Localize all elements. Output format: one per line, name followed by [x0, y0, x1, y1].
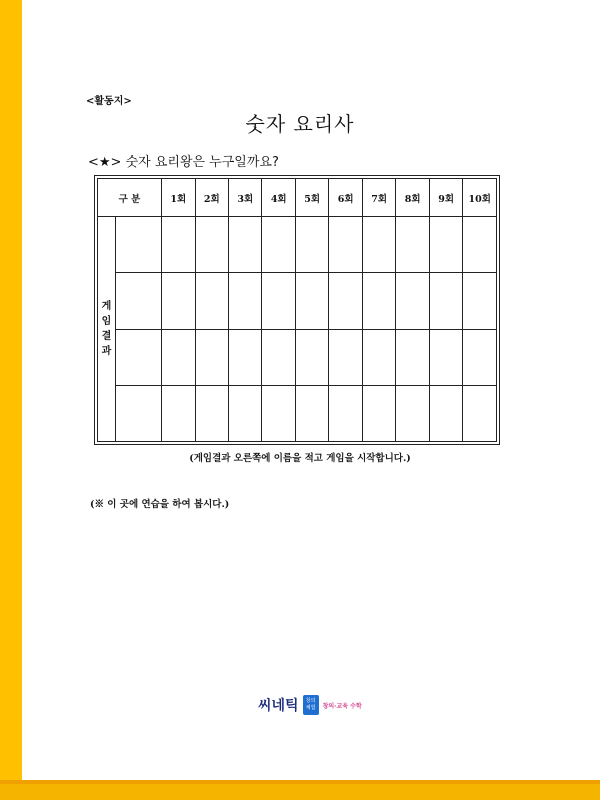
score-cell[interactable] [228, 217, 261, 273]
score-cell[interactable] [463, 329, 497, 385]
score-cell[interactable] [329, 273, 362, 329]
score-cell[interactable] [396, 385, 429, 441]
page-title: 숫자 요리사 [245, 112, 355, 136]
score-cell[interactable] [429, 385, 462, 441]
score-cell[interactable] [429, 329, 462, 385]
practice-note: (※ 이 곳에 연습을 하여 봅시다.) [90, 499, 230, 510]
round-header: 5회 [295, 179, 328, 217]
score-cell[interactable] [195, 329, 228, 385]
logo-badge-top: 창의 [305, 698, 316, 704]
score-cell[interactable] [463, 217, 497, 273]
score-cell[interactable] [295, 329, 328, 385]
logo-main-text: 씨네틱 [258, 698, 299, 714]
score-cell[interactable] [429, 217, 462, 273]
player-name-cell[interactable] [116, 329, 162, 385]
score-cell[interactable] [295, 385, 328, 441]
footer-logo [258, 694, 362, 716]
score-cell[interactable] [228, 329, 261, 385]
side-label-char: 과 [101, 346, 112, 357]
score-cell[interactable] [362, 273, 395, 329]
table-caption: (게임결과 오른쪽에 이름을 적고 게임을 시작합니다.) [189, 453, 411, 464]
player-name-cell[interactable] [116, 217, 162, 273]
round-header: 2회 [195, 179, 228, 217]
score-cell[interactable] [463, 385, 497, 441]
score-cell[interactable] [396, 329, 429, 385]
results-table [97, 178, 497, 442]
side-label-cell [98, 217, 116, 442]
bottom-accent-bar [0, 780, 600, 800]
score-cell[interactable] [262, 329, 295, 385]
side-label [98, 299, 115, 359]
score-cell[interactable] [396, 273, 429, 329]
score-cell[interactable] [162, 329, 195, 385]
score-cell[interactable] [429, 273, 462, 329]
score-cell[interactable] [329, 329, 362, 385]
score-cell[interactable] [463, 273, 497, 329]
player-name-cell[interactable] [116, 385, 162, 441]
round-header: 10회 [463, 179, 497, 217]
score-cell[interactable] [329, 385, 362, 441]
score-cell[interactable] [195, 217, 228, 273]
score-cell[interactable] [195, 273, 228, 329]
table-row [98, 329, 497, 385]
score-cell[interactable] [295, 217, 328, 273]
side-label-char: 결 [101, 331, 112, 342]
score-cell[interactable] [362, 217, 395, 273]
score-cell[interactable] [162, 385, 195, 441]
score-cell[interactable] [195, 385, 228, 441]
score-cell[interactable] [262, 217, 295, 273]
score-cell[interactable] [362, 385, 395, 441]
score-cell[interactable] [295, 273, 328, 329]
score-cell[interactable] [162, 273, 195, 329]
logo-badge-icon [303, 695, 319, 715]
score-cell[interactable] [362, 329, 395, 385]
score-cell[interactable] [262, 385, 295, 441]
logo-badge-bottom: 체험 [305, 705, 316, 711]
score-cell[interactable] [262, 273, 295, 329]
score-cell[interactable] [329, 217, 362, 273]
score-cell[interactable] [396, 217, 429, 273]
table-row [98, 217, 497, 273]
score-cell[interactable] [162, 217, 195, 273]
header-label-cell: 구 분 [98, 179, 162, 217]
round-header: 8회 [396, 179, 429, 217]
player-name-cell[interactable] [116, 273, 162, 329]
worksheet-tag: <활동지> [86, 96, 132, 107]
round-header: 3회 [228, 179, 261, 217]
score-cell[interactable] [228, 385, 261, 441]
side-label-char: 게 [101, 301, 112, 312]
logo-subtitle: 창의·교육 수학 [322, 702, 362, 710]
round-header: 6회 [329, 179, 362, 217]
round-header: 4회 [262, 179, 295, 217]
table-row [98, 273, 497, 329]
round-header: 9회 [429, 179, 462, 217]
table-header-row [98, 179, 497, 217]
side-label-char: 임 [101, 316, 112, 327]
question-text: <★> 숫자 요리왕은 누구일까요? [88, 155, 279, 170]
score-cell[interactable] [228, 273, 261, 329]
round-header: 1회 [162, 179, 195, 217]
round-header: 7회 [362, 179, 395, 217]
table-row [98, 385, 497, 441]
results-table-frame [94, 175, 500, 445]
